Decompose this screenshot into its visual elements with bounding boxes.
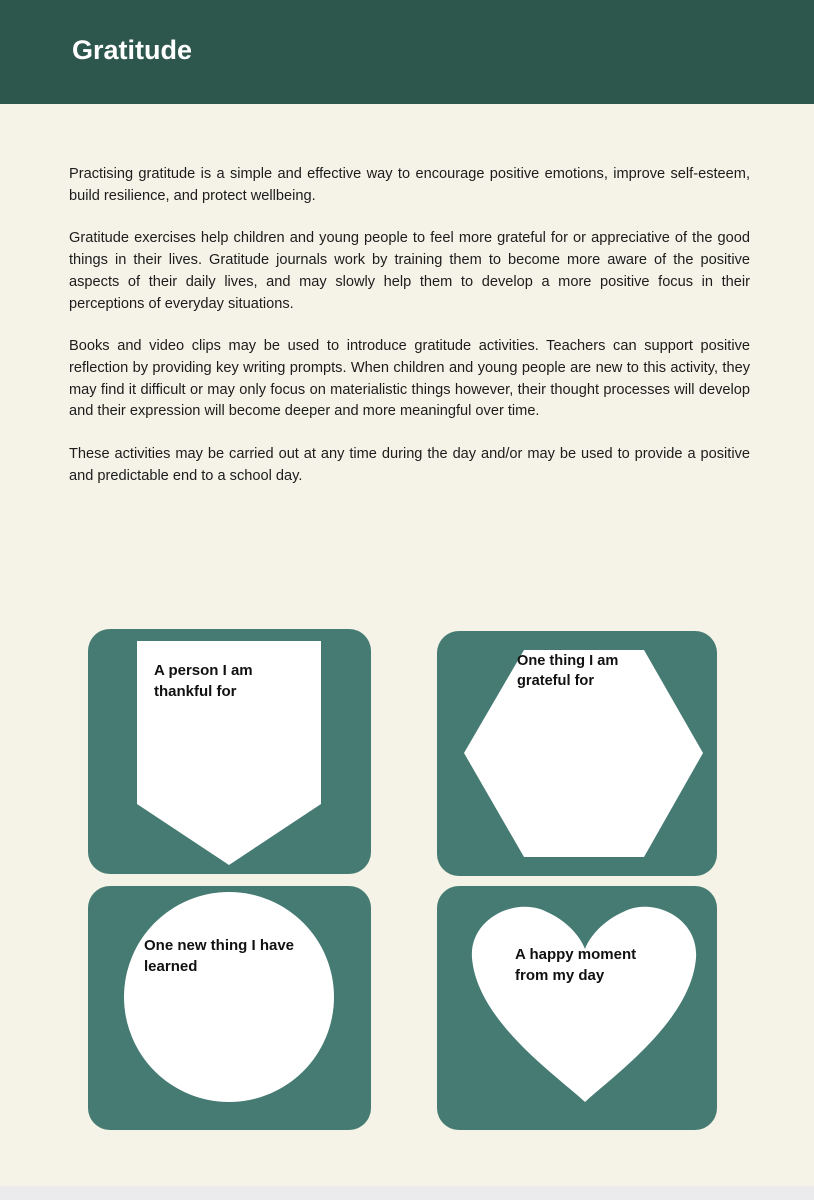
prompt-card-happy-moment: [437, 886, 717, 1130]
circle-shape: [88, 886, 371, 1130]
paragraph: Books and video clips may be used to introduce gratitude activities. Teachers can support positive reflection by providing key writing prompts. When children and young people are new to this activity, they may find it difficult or may only focus on materialistic things however, their thought processes will develop and their expression will become deeper and more meaningful over time.: [69, 338, 750, 420]
intro-text: [69, 164, 750, 508]
paragraph: Gratitude exercises help children and young people to feel more grateful for or appreciative of the good things in their lives. Gratitude journals work by training them to become more aware of the positive aspects of their daily lives, and may slowly help them to develop a more positive focus in their perceptions of everyday situations.: [69, 230, 750, 312]
paragraph: These activities may be carried out at any time during the day and/or may be used to provide a positive and predictable end to a school day.: [69, 446, 750, 484]
page-header: [0, 0, 814, 104]
prompt-label: A person I am thankful for: [154, 662, 253, 700]
page-title: Gratitude: [72, 35, 193, 65]
prompt-card-learned: [88, 886, 371, 1130]
prompt-card-grateful: [437, 631, 717, 876]
prompt-card-person: [88, 629, 371, 874]
prompt-label: One thing I am grateful for: [517, 653, 619, 689]
prompt-label: One new thing I have learned: [144, 937, 295, 975]
prompt-label: A happy moment from my day: [515, 946, 637, 984]
footer-strip: [0, 1186, 814, 1200]
heart-shape: [437, 886, 717, 1130]
paragraph: Practising gratitude is a simple and effective way to encourage positive emotions, improve self-esteem, build resilience, and protect wellbeing.: [69, 166, 750, 204]
